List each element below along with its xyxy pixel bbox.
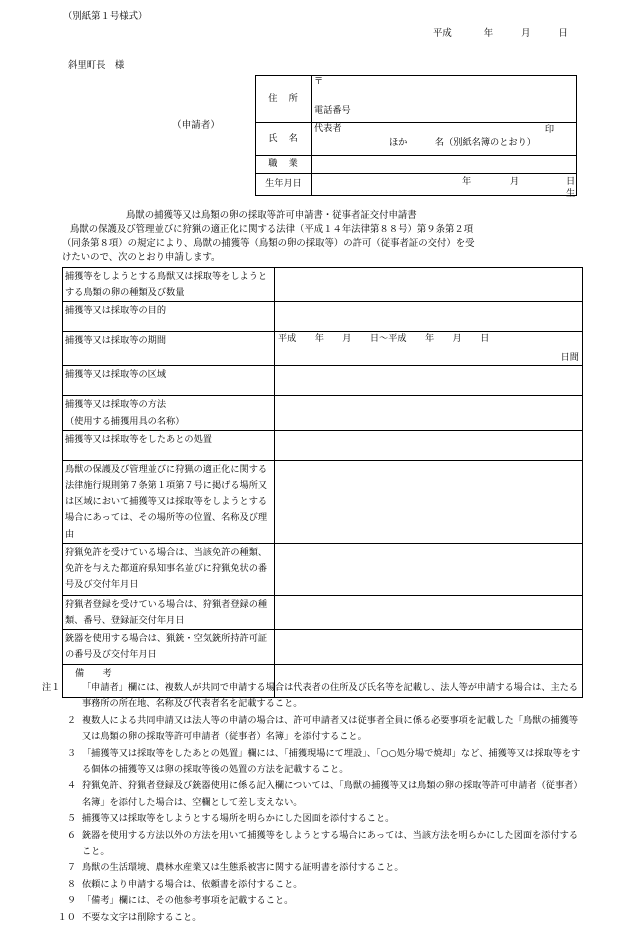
row-label-purpose: 捕獲等又は採取等の目的 [63,302,275,332]
row-value-method[interactable] [275,396,583,430]
row-label-remarks: 備 考 [63,664,275,697]
dob-field[interactable] [312,174,577,200]
note-text: 銃器を使用する方法以外の方法を用いて捕獲等をしようとする場合にあっては、当該方法を明らかにした図面を添付すること。 [82,829,579,858]
row-value-period[interactable] [275,332,583,366]
notes-section [42,680,587,926]
note-number: ７ [66,862,76,874]
application-table [62,267,583,698]
note-number: １０ [57,911,76,923]
note-number: ３ [66,747,76,759]
row-label-species: 捕獲等をしようとする鳥獣又は採取等をしようとする鳥類の卵の種類及び数量 [63,268,275,302]
note-number: ９ [66,895,76,907]
document-title: 鳥獣の捕獲等又は鳥類の卵の採取等許可申請書・従事者証交付申請書 [126,210,417,221]
row-label-firearm-permit: 銃器を使用する場合は、猟銃・空気銃所持許可証の番号及び交付年月日 [63,630,275,664]
note-text: 不要な文字は削除すること。 [82,911,202,923]
note-item [42,811,587,827]
date-line [433,28,568,41]
representative-label: 代表者 [314,123,342,134]
note-item [42,877,587,893]
note-text: 「捕獲等又は採取等をしたあとの処置」欄には、「捕獲現場にて埋設」、「○○処分場で焼却」など、捕獲等又は採取等をする個体の捕獲等又は卵の採取等後の処置の方法を記載すること。 [82,747,581,776]
row-label-restricted-area: 鳥獣の保護及び管理並びに狩猟の適正化に関する法律施行規則第７条第１項第７号に掲げる場所又は区域において捕獲等又は採取等をしようとする場合にあっては、その場所等の位置、名称及び理由 [63,460,275,543]
row-label-area: 捕獲等又は採取等の区域 [63,366,275,396]
note-number: ６ [66,829,76,841]
note-item [42,860,587,876]
row-value-area[interactable] [275,366,583,396]
period-days: 日間 [560,351,579,363]
note-text: 「備考」欄には、その他参考事項を記載すること。 [82,895,294,907]
note-item [42,746,587,779]
dob-label: 生年月日 [256,174,312,196]
intro-line-1: 鳥獣の保護及び管理並びに狩猟の適正化に関する法律（平成１４年法律第８８号）第９条第２項 [70,224,474,235]
note-item [42,680,587,713]
row-value-hunter-registration[interactable] [275,595,583,629]
others-text: ほか 名（別紙名簿のとおり） [389,137,536,149]
name-field[interactable] [312,123,577,156]
row-label-hunter-registration: 狩猟者登録を受けている場合は、狩猟者登録の種類、番号、登録証交付年月日 [63,595,275,629]
address-field[interactable] [312,76,577,123]
applicant-group-label: （申請者） [172,120,220,131]
note-text: 複数人による共同申請又は法人等の申請の場合は、許可申請者又は従事者全員に係る必要事項を記載した「鳥獣の捕獲等又は鳥類の卵の採取等許可申請者（従事者）名簿」を添付すること。 [82,714,579,743]
form-label: （別紙第１号様式） [63,11,148,22]
period-from-to: 平成 年 月 日～平成 年 月 日 [278,333,490,345]
date-month: 月 [521,28,531,39]
note-number: ８ [66,878,76,890]
row-value-species[interactable] [275,268,583,302]
occupation-label: 職 業 [256,156,312,174]
name-label: 氏 名 [256,123,312,156]
row-value-disposal[interactable] [275,430,583,460]
note-text: 鳥獣の生活環境、農林水産業又は生態系被害に関する証明書を添付すること。 [82,862,404,874]
dob-month: 月 [510,176,520,187]
row-value-firearm-permit[interactable] [275,630,583,664]
note-number: 注１ [42,682,61,693]
note-text: 狩猟免許、狩猟者登録及び銃器使用に係る記入欄については、「鳥獣の捕獲等又は鳥類の卵の採取等許可申請者（従事者）名簿」を添付した場合は、空欄として差し支えない。 [82,780,583,808]
note-text: 「申請者」欄には、複数人が共同で申請する場合は代表者の住所及び氏名等を記載し、法人等が申請する場合は、主たる事務所の所在地、名称及び代表者名を記載すること。 [82,682,579,710]
occupation-field[interactable] [312,156,577,174]
date-day: 日 [558,28,568,39]
row-value-hunting-license[interactable] [275,543,583,595]
note-text: 依頼により申請する場合は、依頼書を添付すること。 [82,878,303,890]
note-number: ４ [66,780,76,792]
note-item [42,778,587,811]
intro-line-3: けたいので、次のとおり申請します。 [62,252,221,263]
postal-mark: 〒 [314,76,324,87]
note-number: ５ [66,813,76,825]
note-item [42,893,587,909]
date-year: 年 [483,28,494,39]
row-label-method: 捕獲等又は採取等の方法 （使用する捕獲用具の名称） [63,396,275,430]
note-text: 捕獲等又は採取等をしようとする場所を明らかにした図面を添付すること。 [82,813,395,825]
seal-label: 印 [544,124,554,135]
phone-label: 電話番号 [314,105,351,117]
note-item [42,713,587,746]
intro-line-2: （同条第８項）の規定により、鳥獣の捕獲等（鳥類の卵の採取等）の許可（従事者証の交付）を受 [62,238,475,249]
dob-year: 年 [462,176,472,187]
note-item [42,828,587,861]
dob-day: 日生 [566,176,576,200]
applicant-table [255,75,577,200]
note-item [42,910,587,926]
addressee: 斜里町長 様 [68,60,125,71]
note-number: ２ [66,714,76,726]
row-label-hunting-license: 狩猟免許を受けている場合は、当該免許の種類、免許を与えた都道府県知事名並びに狩猟免状の番号及び交付年月日 [63,543,275,595]
row-label-period: 捕獲等又は採取等の期間 [63,332,275,366]
row-value-purpose[interactable] [275,302,583,332]
row-label-disposal: 捕獲等又は採取等をしたあとの処置 [63,430,275,460]
date-era: 平成 [433,28,452,39]
address-label: 住 所 [256,76,312,123]
row-value-restricted-area[interactable] [275,460,583,543]
